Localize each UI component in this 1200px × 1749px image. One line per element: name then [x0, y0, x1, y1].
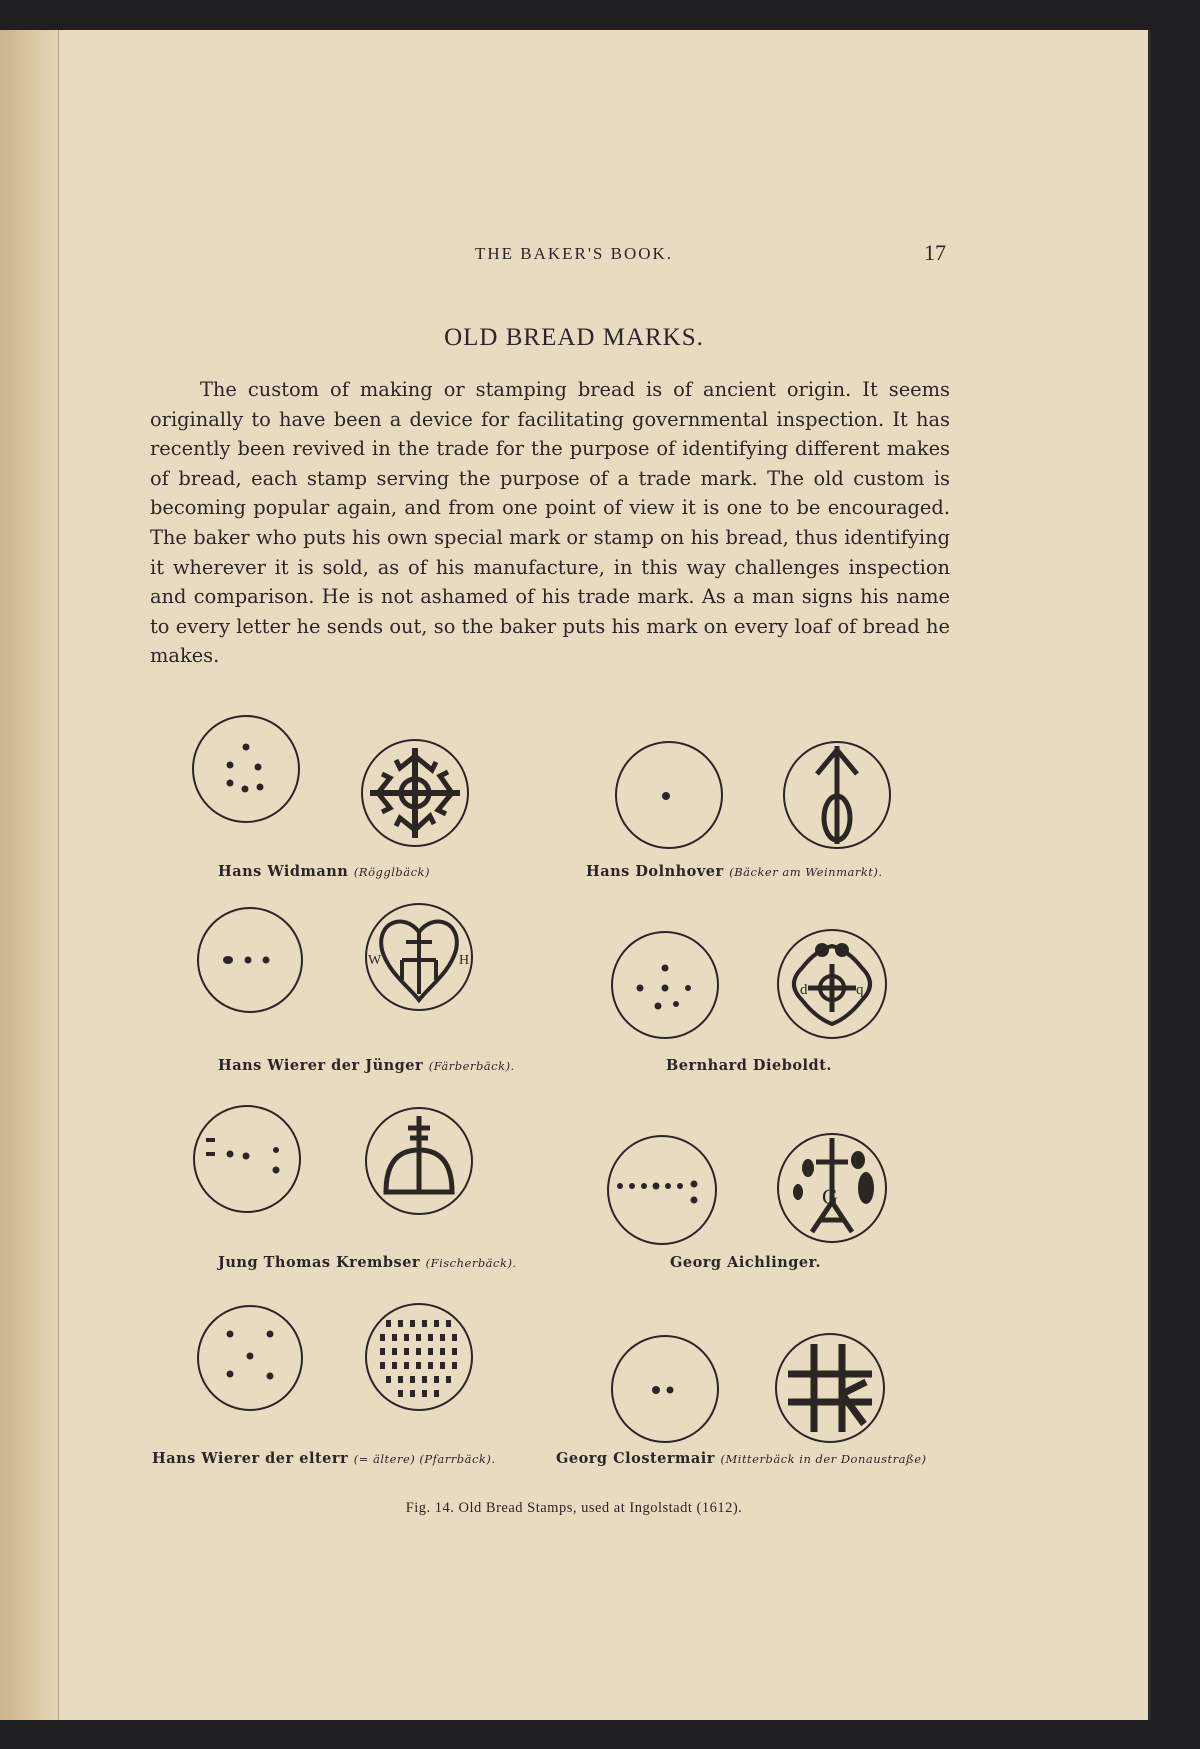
stamp-dot-dolnhover — [614, 740, 724, 850]
caption-note: (Rögglbäck) — [353, 865, 431, 879]
caption-name: Hans Wierer der elterr — [152, 1450, 349, 1467]
svg-text:W: W — [368, 953, 382, 968]
caption-clostermair — [556, 1450, 927, 1467]
stamp-dots-widmann — [190, 713, 302, 825]
caption-name: Georg Aichlinger. — [670, 1254, 822, 1271]
caption-name: Hans Widmann — [218, 863, 349, 880]
book-spine-shadow — [0, 30, 59, 1720]
caption-name: Hans Wierer der Jünger — [218, 1057, 424, 1074]
figure-caption: Fig. 14. Old Bread Stamps, used at Ingolstadt (1612). — [405, 1500, 743, 1516]
caption-note: (Fischerbäck). — [425, 1256, 517, 1270]
stamp-heart-wierer-jr — [364, 902, 474, 1012]
stamp-hash-clostermair — [774, 1332, 886, 1444]
stamp-dots-wierer-sr — [196, 1304, 304, 1412]
running-head — [0, 214, 1148, 265]
caption-name: Georg Clostermair — [556, 1450, 715, 1467]
caption-widmann — [218, 863, 430, 880]
stamp-dots-clostermair — [610, 1334, 720, 1444]
svg-text:d: d — [800, 982, 808, 998]
stamp-dots-aichlinger — [606, 1134, 718, 1246]
stamp-dots-krembser — [192, 1104, 302, 1214]
stamp-cross-widmann — [360, 738, 470, 848]
caption-note: (= ältere) (Pfarrbäck). — [353, 1452, 496, 1466]
svg-text:G: G — [822, 1184, 838, 1209]
caption-dolnhover — [586, 863, 883, 880]
svg-text:H: H — [459, 953, 470, 968]
caption-note: (Mitterbäck in der Donaustraße) — [720, 1452, 927, 1466]
stamp-tree-aichlinger — [776, 1132, 888, 1244]
stamp-cross-dieboldt — [776, 928, 888, 1040]
caption-note: (Färberbäck). — [428, 1059, 515, 1073]
running-head-title: THE BAKER'S BOOK. — [474, 244, 674, 263]
caption-note: (Bäcker am Weinmarkt). — [729, 865, 883, 879]
caption-name: Hans Dolnhover — [586, 863, 724, 880]
svg-text:q: q — [856, 982, 864, 998]
page-number: 17 — [924, 240, 946, 265]
section-title: OLD BREAD MARKS. — [444, 324, 704, 351]
body-paragraph: The custom of making or stamping bread is of ancient origin. It seems originally to have been a device for facilitating governmental inspection. It has recently been revived in the trade for the purpose of identifying different makes of bread, each stamp serving the purpose of a trade mark. The old custom is becoming popular again, and from one point of view it is one to be encouraged. The baker who puts his own special mark or stamp on his bread, thus identifying it wherever it is sold, as of his manufacture, in this way challenges inspection and comparison. He is not ashamed of his trade mark. As a man signs his name to every letter he sends out, so the baker puts his mark on every loaf of bread he makes. — [150, 378, 950, 668]
book-page — [0, 30, 1151, 1720]
stamp-arrow-dolnhover — [782, 740, 892, 850]
stamp-grid-wierer-sr — [364, 1302, 474, 1412]
caption-wierer-jr — [218, 1057, 515, 1074]
stamp-dots-wierer-jr — [196, 906, 304, 1014]
stamp-dome-krembser — [364, 1106, 474, 1216]
caption-krembser — [218, 1254, 517, 1271]
caption-aichlinger — [670, 1254, 821, 1271]
caption-name: Bernhard Dieboldt. — [666, 1057, 832, 1074]
stamp-dots-dieboldt — [610, 930, 720, 1040]
caption-dieboldt — [666, 1057, 832, 1074]
caption-wierer-sr — [152, 1450, 496, 1467]
caption-name: Jung Thomas Krembser — [218, 1254, 421, 1271]
